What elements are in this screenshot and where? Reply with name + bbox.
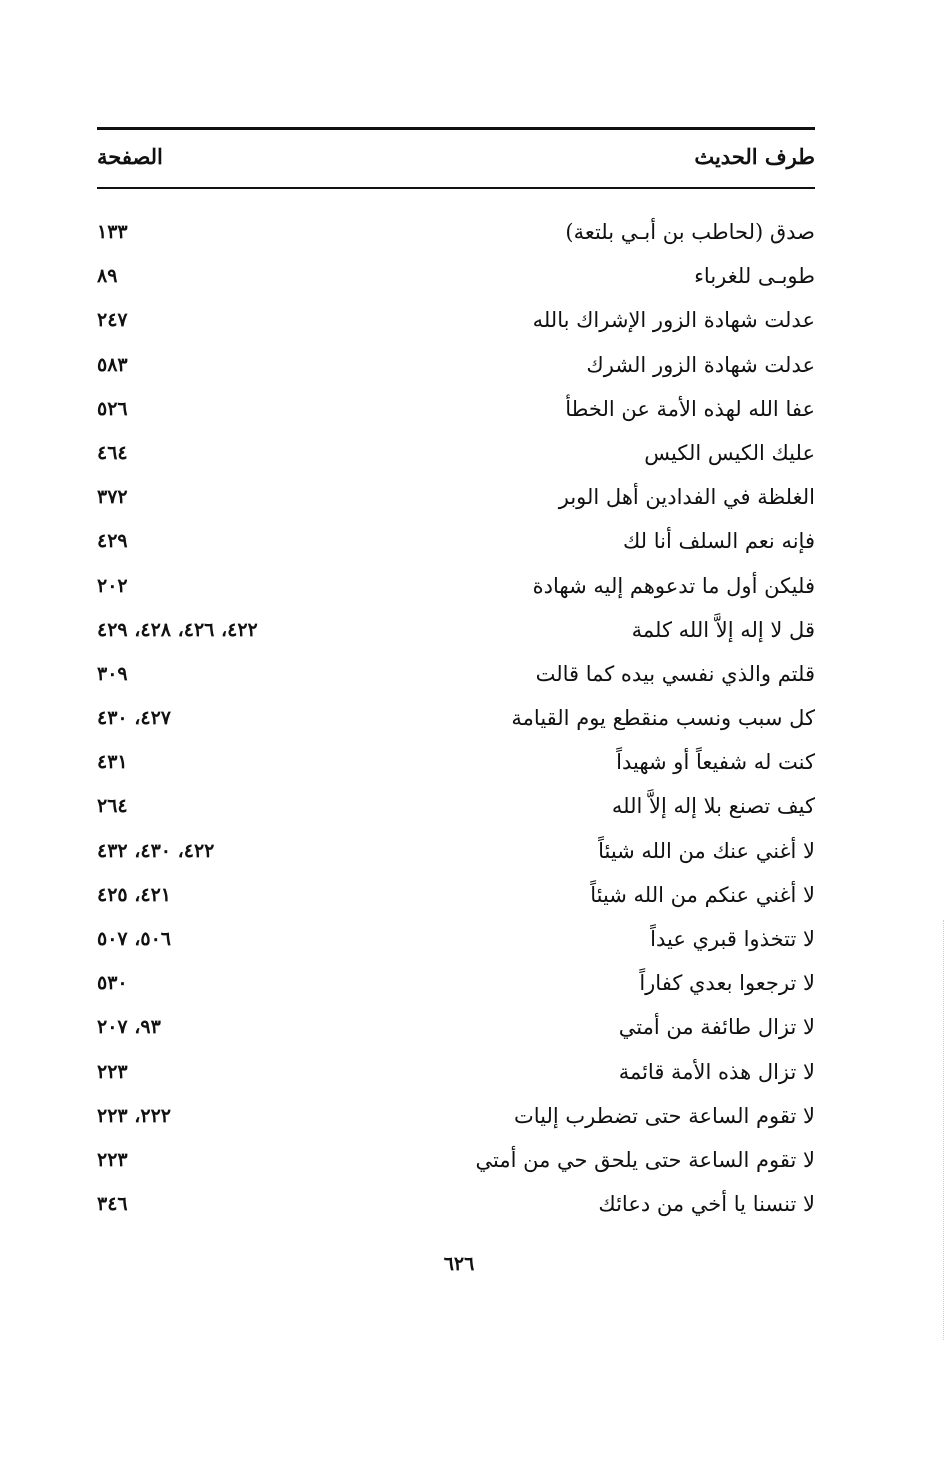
page-refs: ٢٢٣ (97, 1148, 128, 1171)
hadith-text: كنت له شفيعاً أو شهيداً (616, 750, 815, 775)
header-bottom-rule (97, 187, 815, 189)
hadith-text: عفا الله لهذه الأمة عن الخطأ (565, 396, 815, 421)
index-row (97, 698, 815, 742)
index-row (97, 1140, 815, 1184)
hadith-text: عدلت شهادة الزور الشرك (586, 352, 815, 377)
hadith-text: عدلت شهادة الزور الإشراك بالله (532, 308, 815, 333)
hadith-text: فليكن أول ما تدعوهم إليه شهادة (532, 573, 815, 598)
page-refs: ٤٢٧، ٤٣٠ (97, 707, 171, 730)
hadith-text: الغلظة في الفدادين أهل الوبر (558, 485, 815, 510)
hadith-text: قلتم والذي نفسي بيده كما قالت (535, 661, 815, 686)
hadith-text: لا تتخذوا قبري عيداً (650, 927, 815, 951)
hadith-text: لا تنسنا يا أخي من دعائك (598, 1192, 815, 1217)
index-row (97, 963, 815, 1007)
hadith-text: صدق (لحاطب بن أبـي بلتعة) (565, 220, 815, 244)
page-refs: ٢٤٧ (97, 309, 128, 332)
index-row (97, 345, 815, 389)
hadith-text: قل لا إله إلاَّ الله كلمة (631, 617, 815, 642)
page-refs: ٣٤٦ (97, 1193, 128, 1216)
index-row (97, 389, 815, 433)
index-row (97, 256, 815, 300)
index-row (97, 566, 815, 610)
page-refs: ٢٢٢، ٢٢٣ (97, 1104, 171, 1127)
page-refs: ٥٢٦ (97, 397, 128, 420)
index-row (97, 477, 815, 521)
page-number: ٦٢٦ (443, 1253, 475, 1275)
header-top-rule (97, 127, 815, 130)
index-row (97, 875, 815, 919)
hadith-text: لا تقوم الساعة حتى يلحق حي من أمتي (475, 1147, 815, 1172)
index-row (97, 1096, 815, 1140)
column-header-page: الصفحة (97, 144, 163, 169)
hadith-text: لا تقوم الساعة حتى تضطرب إليات (513, 1103, 815, 1128)
index-entries (97, 212, 815, 1228)
hadith-text: عليك الكيس الكيس (644, 440, 815, 465)
index-row (97, 300, 815, 344)
hadith-text: كيف تصنع بلا إله إلاَّ الله (611, 794, 815, 819)
index-row (97, 1052, 815, 1096)
page-refs: ٢٠٢ (97, 574, 128, 597)
hadith-text: لا ترجعوا بعدي كفاراً (639, 971, 815, 996)
index-row (97, 433, 815, 477)
page-refs: ٤٢٢، ٤٢٦، ٤٢٨، ٤٢٩ (97, 618, 258, 641)
page-refs: ١٣٣ (97, 221, 128, 243)
page-refs: ٥٠٦، ٥٠٧ (97, 928, 171, 950)
index-row (97, 1007, 815, 1051)
hadith-text: فإنه نعم السلف أنا لك (622, 529, 815, 554)
page-refs: ٤٢١، ٤٢٥ (97, 883, 171, 906)
page-refs: ٢٦٤ (97, 795, 128, 818)
index-row (97, 742, 815, 786)
index-row (97, 831, 815, 875)
page-refs: ٣٠٩ (97, 662, 128, 685)
page-refs: ٤٦٤ (97, 441, 128, 464)
scan-edge-dots (942, 920, 944, 1340)
index-row (97, 610, 815, 654)
hadith-text: كل سبب ونسب منقطع يوم القيامة (511, 706, 815, 731)
index-row (97, 1184, 815, 1228)
index-row (97, 521, 815, 565)
hadith-text: لا تزال طائفة من أمتي (618, 1015, 815, 1040)
page-refs: ٥٣٠ (97, 972, 128, 995)
page-refs: ٩٣، ٢٠٧ (97, 1016, 161, 1039)
hadith-text: لا تزال هذه الأمة قائمة (618, 1059, 815, 1084)
page-refs: ٤٢٩ (97, 530, 128, 553)
column-header-hadith: طرف الحديث (694, 144, 815, 169)
page-refs: ٨٩ (97, 265, 118, 288)
index-row (97, 654, 815, 698)
page-refs: ٤٢٢، ٤٣٠، ٤٣٢ (97, 839, 215, 862)
page-refs: ٤٣١ (97, 751, 128, 774)
index-row (97, 786, 815, 830)
index-row (97, 919, 815, 963)
hadith-text: لا أغني عنك من الله شيئاً (598, 838, 815, 863)
page-refs: ٢٢٣ (97, 1060, 128, 1083)
page-refs: ٥٨٣ (97, 353, 128, 376)
hadith-text: لا أغني عنكم من الله شيئاً (590, 882, 815, 907)
hadith-text: طوبـى للغرباء (694, 264, 815, 289)
page-refs: ٣٧٢ (97, 486, 128, 509)
index-row (97, 212, 815, 256)
